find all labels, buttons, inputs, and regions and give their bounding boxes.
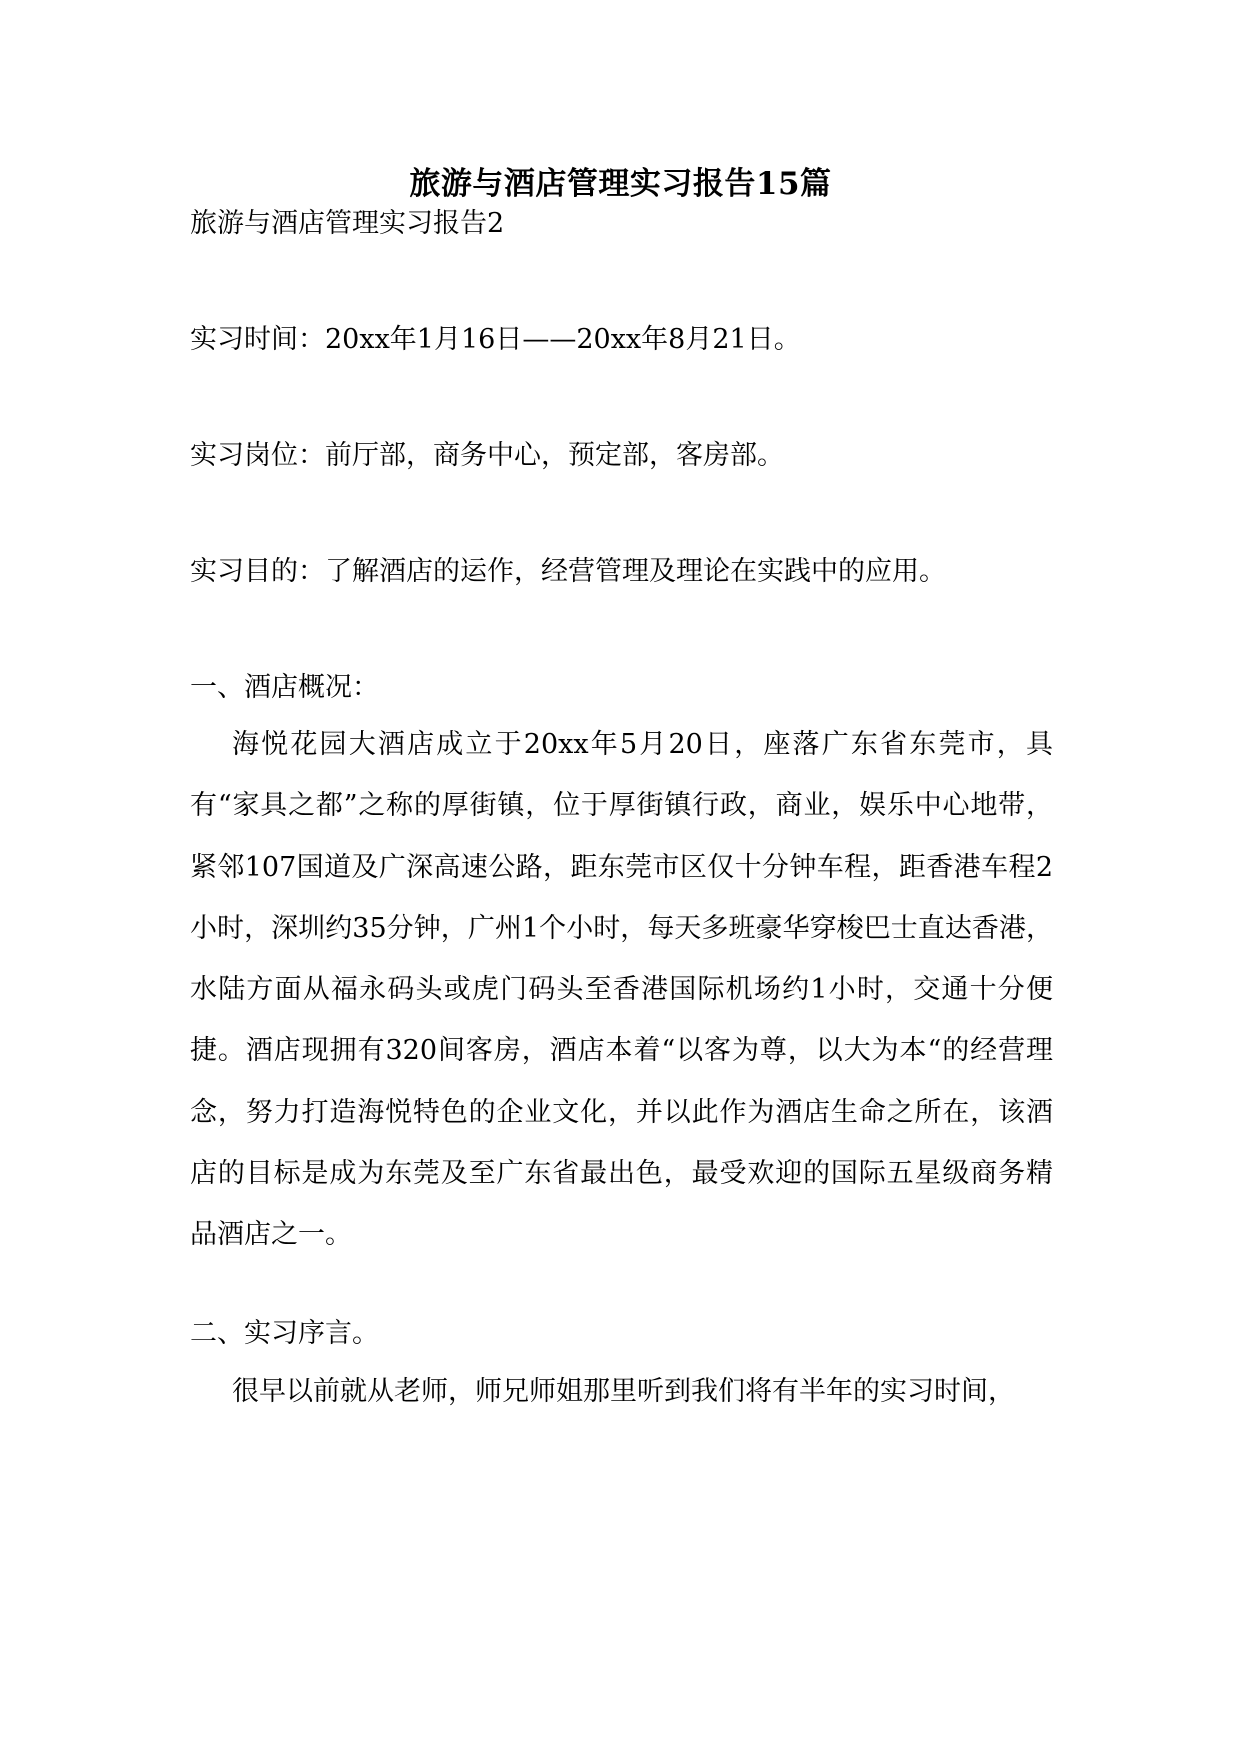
- document-subtitle: 旅游与酒店管理实习报告2: [190, 208, 505, 239]
- section2-body: 很早以前就从老师，师兄师姐那里听到我们将有半年的实习时间，: [232, 1376, 1015, 1407]
- section1-body: 海悦花园大酒店成立于20xx年5月20日，座落广东省东莞市，具有“家具之都”之称的厚街镇，位于厚街镇行政，商业，娱乐中心地带，紧邻107国道及广深高速公路，距东莞市区仅十分钟车程，距香港车程2小时，深圳约35分钟，广州1个小时，每天多班豪华穿梭巴士直达香港，水陆方面从福永码头或虎门码头至香港国际机场约1小时，交通十分便捷。酒店现拥有320间客房，酒店本着“以客为尊，以大为本“的经营理念，努力打造海悦特色的企业文化，并以此作为酒店生命之所在，该酒店的目标是成为东莞及至广东省最出色，最受欢迎的国际五星级商务精品酒店之一。: [190, 729, 1053, 1251]
- intern-position: 实习岗位：前厅部，商务中心，预定部，客房部。: [190, 440, 784, 471]
- document-title: 旅游与酒店管理实习报告15篇: [409, 166, 832, 202]
- section2-heading: 二、实习序言。: [190, 1318, 379, 1349]
- intern-time: 实习时间：20xx年1月16日——20xx年8月21日。: [190, 324, 801, 355]
- intern-purpose: 实习目的：了解酒店的运作，经营管理及理论在实践中的应用。: [190, 556, 946, 587]
- section1-heading: 一、酒店概况：: [190, 672, 379, 703]
